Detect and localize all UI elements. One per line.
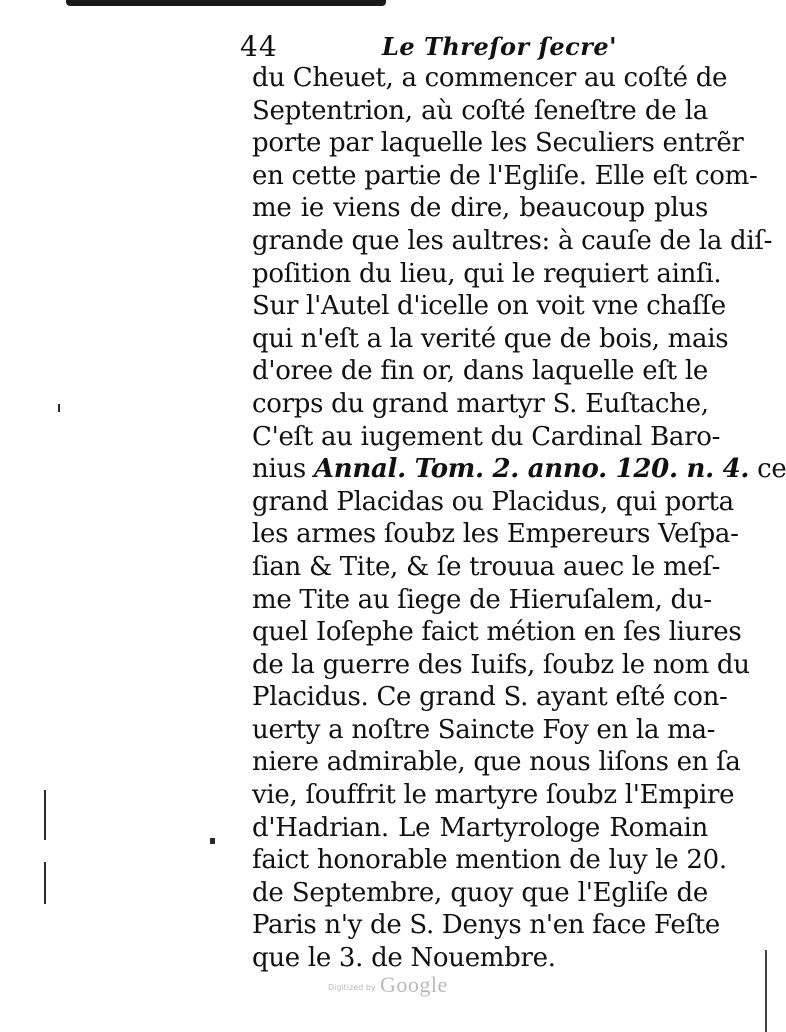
text-line: niere admirable, que nous liſons en ſa <box>252 747 741 778</box>
running-title: Le Threſor ſecre' <box>382 32 618 61</box>
text-line: me ie viens de dire, beaucoup plus <box>252 193 708 224</box>
text-line: grand Placidas ou Placidus, qui porta <box>252 486 734 517</box>
text-line: grande que les aultres: à cauſe de la diſ- <box>252 225 773 256</box>
text-line: poſition du lieu, qui le requiert ainſi. <box>252 258 722 289</box>
text-line-with-reference <box>252 453 786 486</box>
scan-speck <box>210 838 215 844</box>
text-line: Paris n'y de S. Denys n'en face Feſte <box>252 910 720 941</box>
text-line-last: que le 3. de Nouembre. <box>252 943 556 974</box>
text-line: me Tite au ſiege de Hieruſalem, du- <box>252 584 712 615</box>
top-edge-rule <box>66 0 386 6</box>
text-line: en cette partie de l'Egliſe. Elle eſt com- <box>252 160 758 191</box>
scan-speck <box>58 404 60 412</box>
page-header <box>240 30 700 66</box>
text-line: C'eſt au iugement du Cardinal Baro- <box>252 421 721 452</box>
text-line: qui n'eſt a la verité que de bois, mais <box>252 323 729 354</box>
text-fragment: nius <box>252 454 306 485</box>
text-line: vie, ſouffrit le martyre ſoubz l'Empire <box>252 780 735 811</box>
text-fragment: ce <box>757 454 786 485</box>
citation-reference: Annal. Tom. 2. anno. 120. n. 4. <box>313 454 750 485</box>
text-line: d'oree de fin or, dans laquelle eſt le <box>252 356 708 387</box>
text-line: d'Hadrian. Le Martyrologe Romain <box>252 812 708 843</box>
scan-speck <box>44 862 46 904</box>
page-number: 44 <box>240 30 278 63</box>
text-line: quel Ioſephe faict métion en ſes liures <box>252 617 742 648</box>
text-line: Placidus. Ce grand S. ayant eſté con- <box>252 682 728 713</box>
text-line: de la guerre des Iuifs, ſoubz le nom du <box>252 649 750 680</box>
page-edge-line <box>765 950 767 1032</box>
text-line: Sur l'Autel d'icelle on voit vne chaſſe <box>252 291 726 322</box>
text-line: porte par laquelle les Seculiers entrẽr <box>252 128 744 159</box>
text-line: de Septembre, quoy que l'Egliſe de <box>252 877 708 908</box>
text-line: ſian & Tite, & ſe trouua auec le meſ- <box>252 551 721 582</box>
text-line: les armes ſoubz les Empereurs Veſpa- <box>252 519 739 550</box>
text-line: Septentrion, aù coſté ſeneſtre de la <box>252 95 708 126</box>
text-line: corps du grand martyr S. Euſtache, <box>252 388 709 419</box>
body-text <box>252 62 786 975</box>
scan-speck <box>44 790 46 840</box>
watermark-prefix: Digitized by <box>328 983 376 992</box>
text-line: uerty a noſtre Saincte Foy en la ma- <box>252 714 716 745</box>
text-line: faict honorable mention de luy le 20. <box>252 845 727 876</box>
watermark-brand: Google <box>380 972 448 997</box>
text-line: du Cheuet, a commencer au coſté de <box>252 63 728 93</box>
digitization-watermark <box>328 972 468 1002</box>
